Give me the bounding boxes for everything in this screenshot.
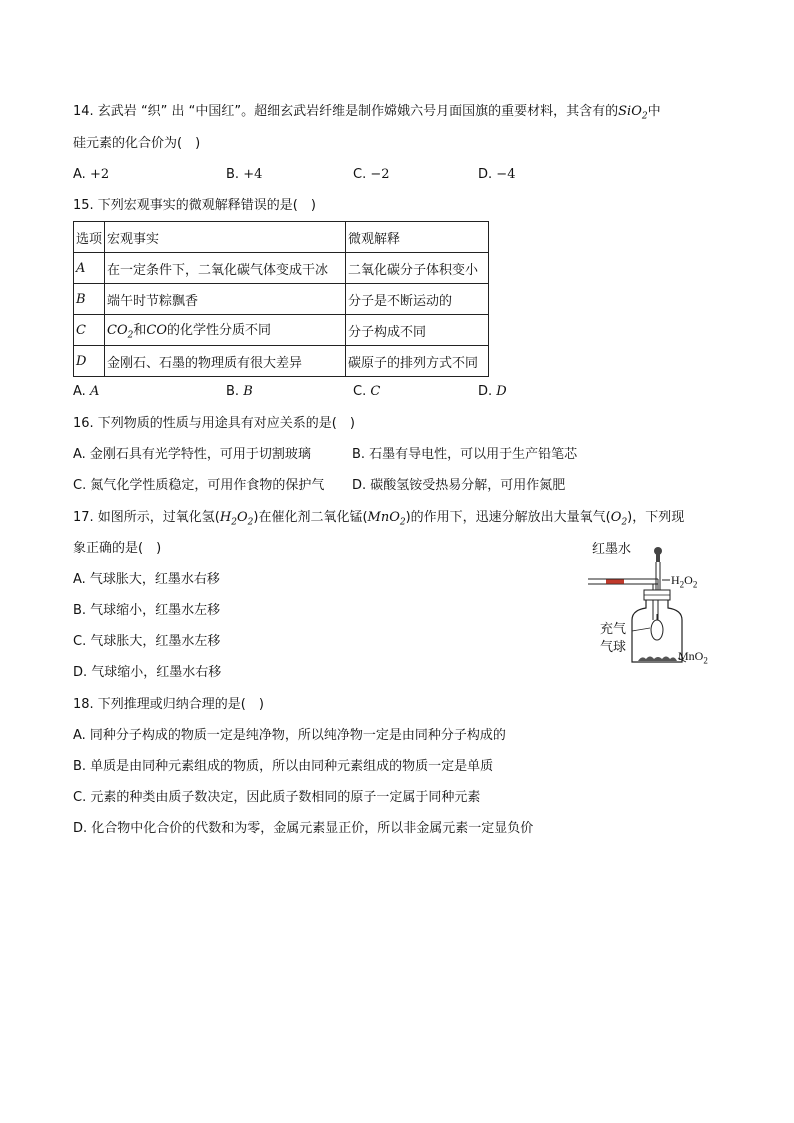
q17-apparatus-figure [582,538,732,668]
q16-option-b[interactable]: B. 石墨有导电性，可以用于生产铅笔芯 [352,447,578,462]
q18-option-c[interactable]: C. 元素的种类由质子数决定，因此质子数相同的原子一定属于同种元素 [73,790,481,805]
q14-option-a[interactable]: A. +2 [73,167,110,182]
label-h2o2: $H_2O_2$ [671,573,698,590]
balloon [651,620,663,640]
table-cell-reason: 二氧化碳分子体积变小 [346,253,489,284]
q15-stem: 15. 下列宏观事实的微观解释错误的是( ) [73,198,316,213]
table-cell-reason: 分子构成不同 [346,315,489,346]
q14-option-d[interactable]: D. −4 [478,167,516,182]
table-cell-fact: 金刚石、石墨的物理质有很大差异 [105,346,346,377]
q17-option-d[interactable]: D. 气球缩小，红墨水右移 [73,665,222,680]
q16-option-a[interactable]: A. 金刚石具有光学特性，可用于切割玻璃 [73,447,311,462]
table-header-cell: 选项 [74,222,105,253]
q14-stem-line2: 硅元素的化合价为( ) [73,136,201,151]
table-cell-key: A [74,253,105,284]
q16-stem: 16. 下列物质的性质与用途具有对应关系的是( ) [73,416,355,431]
q14-stem-text: 14. 玄武岩 “织” 出 “中国红”。超细玄武岩纤维是制作嫦娥六号月面国旗的重要材料，其含有的 [73,104,619,119]
table-row [74,253,489,284]
q17-stem-line2: 象正确的是( ) [73,541,162,556]
q14-formula: SiO$_2$ [618,104,648,122]
label-mno2: MnO$_2$ [678,649,708,666]
table-cell-fact: $CO_2$和CO的化学性分质不同 [105,315,346,346]
table-header-row [74,222,489,253]
red-ink-slug [606,580,624,584]
q16-options-row2 [73,477,593,495]
label-red-ink: 红墨水 [592,542,632,557]
label-balloon-line2: 气球 [600,640,627,655]
q17-stem-line1: 17. 如图所示，过氧化氢$(H_2O_2)$在催化剂二氧化锰(MnO$_2$)的作用下，迅速分解放出大量氧气$(O_2)$，下列现 [73,510,685,528]
table-header-cell: 宏观事实 [105,222,346,253]
q18-stem: 18. 下列推理或归纳合理的是( ) [73,697,264,712]
table-row [74,346,489,377]
table-cell-reason: 分子是不断运动的 [346,284,489,315]
table-cell-fact: 在一定条件下，二氧化碳气体变成干冰 [105,253,346,284]
q15-option-b[interactable]: B. B [226,384,253,399]
label-balloon-line1: 充气 [600,622,627,637]
q18-option-d[interactable]: D. 化合物中化合价的代数和为零，金属元素显正价，所以非金属元素一定显负价 [73,821,534,836]
q14-option-c[interactable]: C. −2 [353,167,390,182]
table-cell-key: C [74,315,105,346]
q16-options-row1 [73,446,593,464]
table-cell-reason: 碳原子的排列方式不同 [346,346,489,377]
q14-options [73,166,593,184]
table-cell-key: B [74,284,105,315]
q16-option-d[interactable]: D. 碳酸氢铵受热易分解，可用作氮肥 [352,478,566,493]
table-cell-key: D [74,346,105,377]
mno2-powder [638,657,677,662]
q14-stem-line1 [73,103,661,126]
q15-option-c[interactable]: C. C [353,384,381,399]
q18-option-a[interactable]: A. 同种分子构成的物质一定是纯净物，所以纯净物一定是由同种分子构成的 [73,728,506,743]
q17-option-b[interactable]: B. 气球缩小，红墨水左移 [73,603,221,618]
q16-option-c[interactable]: C. 氮气化学性质稳定，可用作食物的保护气 [73,478,325,493]
q18-option-b[interactable]: B. 单质是由同种元素组成的物质，所以由同种元素组成的物质一定是单质 [73,759,494,774]
q15-option-d[interactable]: D. D [478,384,507,399]
q15-table [73,221,489,377]
q17-option-a[interactable]: A. 气球胀大，红墨水右移 [73,572,220,587]
dropper-bulb [654,547,662,555]
table-row [74,315,489,346]
q14-stem-tail: 中 [647,104,661,119]
table-header-cell: 微观解释 [346,222,489,253]
table-row [74,284,489,315]
q17-option-c[interactable]: C. 气球胀大，红墨水左移 [73,634,221,649]
q15-option-a[interactable]: A. A [73,384,100,399]
table-cell-fact: 端午时节粽飘香 [105,284,346,315]
q15-options [73,383,593,401]
q14-option-b[interactable]: B. +4 [226,167,263,182]
